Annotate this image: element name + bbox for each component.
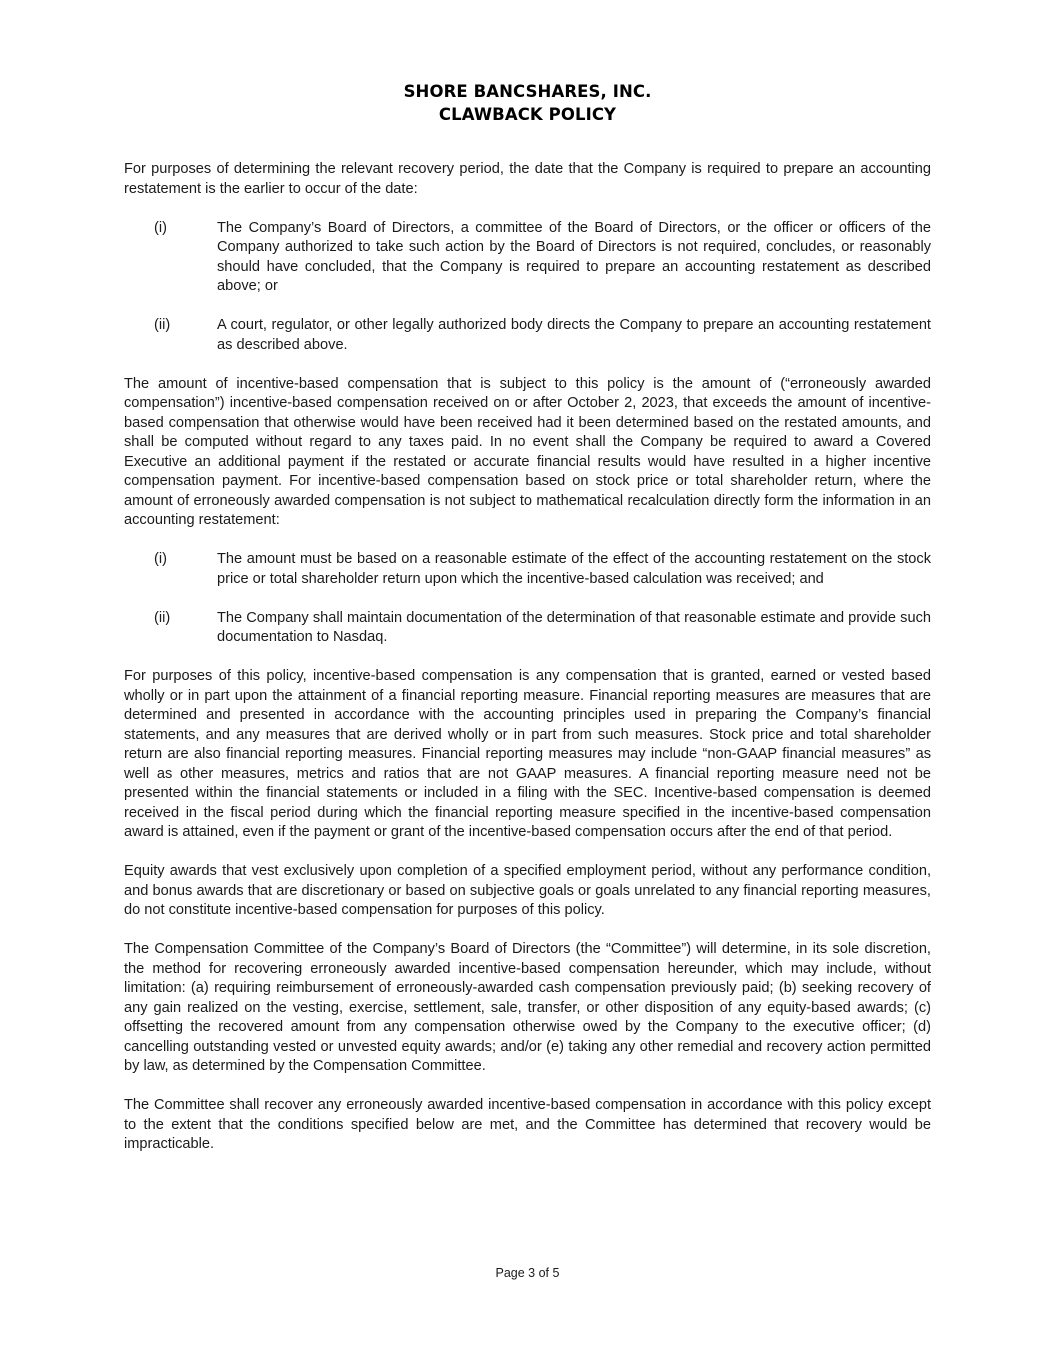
recovery-paragraph: The Committee shall recover any erroneously awarded incentive-based compensation in accordance with this policy except to the extent that the conditions specified below are met, and the Committee has determined that recovery would be impracticable.: [124, 1097, 931, 1152]
list-item-number: (i): [154, 219, 167, 236]
intro-paragraph: For purposes of determining the relevant recovery period, the date that the Company is required to prepare an accounting restatement is the earlier to occur of the date:: [124, 161, 931, 197]
purposes-paragraph: For purposes of this policy, incentive-based compensation is any compensation that is granted, earned or vested based wholly or in part upon the attainment of a financial reporting measure. Financial reporting measures are measures that are determined and presented in accordance with the accounting principles used in preparing the Company’s financial statements, and any measures that are derived wholly or in part from such measures. Stock price and total shareholder return are also financial reporting measures. Financial reporting measures may include “non-GAAP financial measures” as well as other measures, metrics and ratios that are not GAAP measures. A financial reporting measure need not be presented within the financial statements or included in a filing with the SEC. Incentive-based compensation is deemed received in the fiscal period during which the financial reporting measure specified in the incentive-based compensation award is attained, even if the payment or grant of the incentive-based compensation occurs after the end of that period.: [124, 668, 931, 840]
list-item-number: (i): [154, 551, 167, 567]
page-number: Page 3 of 5: [495, 1266, 560, 1280]
list-item-text: The Company shall maintain documentation of the determination of that reasonable estimate and provide such documentation to Nasdaq.: [217, 609, 931, 645]
list-item-number: (ii): [154, 317, 171, 333]
list-item: [124, 219, 931, 297]
list-item: [124, 316, 931, 355]
list-item-text: The Company’s Board of Directors, a committee of the Board of Directors, or the officer or officers of the Company authorized to take such action by the Board of Directors is not required, concludes, or reasonably should have concluded, that the Company is required to prepare an accounting restatement as described above; or: [217, 219, 931, 294]
list-item-number: (ii): [154, 609, 171, 626]
restatement-date-list: [124, 219, 931, 356]
document-page: [124, 80, 931, 1174]
committee-paragraph: The Compensation Committee of the Company’s Board of Directors (the “Committee”) will determine, in its sole discretion, the method for recovering erroneously awarded incentive-based compensation hereunder, which may include, without limitation: (a) requiring reimbursement of erroneously-awarded cash compensation previously paid; (b) seeking recovery of any gain realized on the vesting, exercise, settlement, sale, transfer, or other disposition of any equity-based awards; (c) offsetting the recovered amount from any compensation otherwise owed by the Company to the executive officer; (d) cancelling outstanding vested or unvested equity awards; and/or (e) taking any other remedial and recovery action permitted by law, as determined by the Compensation Committee.: [124, 941, 931, 1074]
list-item-text: A court, regulator, or other legally authorized body directs the Company to prepare an accounting restatement as described above.: [217, 317, 931, 353]
list-item-text: The amount must be based on a reasonable estimate of the effect of the accounting restatement on the stock price or total shareholder return upon which the incentive-based calculation was received; and: [217, 551, 931, 587]
amount-paragraph: The amount of incentive-based compensation that is subject to this policy is the amount of (“erroneously awarded compensation”) incentive-based compensation received on or after October 2, 2023, that exceeds the amount of incentive-based compensation that otherwise would have been received had it been determined based on the restated amounts, and shall be computed without regard to any taxes paid. In no event shall the Company be required to award a Covered Executive an additional payment if the restated or accurate financial results would have resulted in a higher incentive compensation payment. For incentive-based compensation based on stock price or total shareholder return, where the amount of erroneously awarded compensation is not subject to mathematical recalculation directly form the information in an accounting restatement:: [124, 375, 931, 528]
list-item: [124, 609, 931, 648]
stock-price-list: [124, 550, 931, 648]
list-item: [124, 550, 931, 589]
document-header: [124, 80, 931, 126]
equity-awards-paragraph: Equity awards that vest exclusively upon completion of a specified employment period, without any performance condition, and bonus awards that are discretionary or based on subjective goals or goals unrelated to any financial reporting measures, do not constitute incentive-based compensation for purposes of this policy.: [124, 863, 931, 918]
company-title: SHORE BANCSHARES, INC.: [403, 82, 652, 101]
policy-title: CLAWBACK POLICY: [438, 105, 617, 124]
